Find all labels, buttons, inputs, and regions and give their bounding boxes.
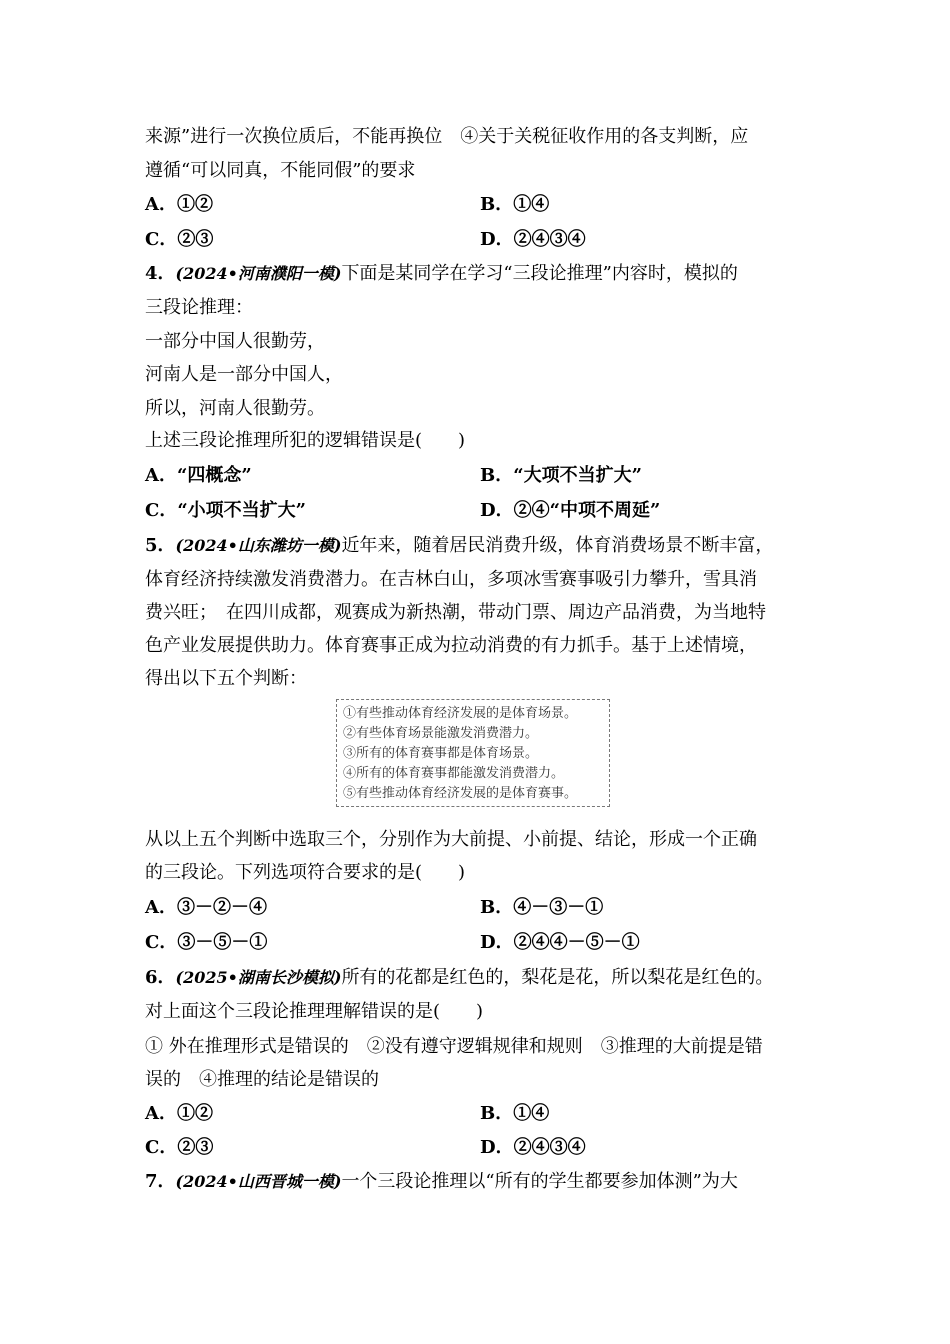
q3-option-c[interactable]: C．②③ (145, 229, 214, 250)
q4-stem (145, 262, 738, 286)
q4-option-a[interactable]: A．“四概念” (145, 465, 252, 486)
q6-question: 对上面这个三段论推理理解错误的是( ) (145, 1001, 484, 1022)
q6-stem-text: 所有的花都是红色的，梨花是花，所以梨花是红色的。 (341, 967, 774, 988)
q6-option-c[interactable]: C．②③ (145, 1137, 214, 1158)
q5-number: 5． (145, 535, 176, 556)
judgment-item: ③所有的体育赛事都是体育场景。 (343, 746, 539, 761)
q4-option-c[interactable]: C．“小项不当扩大” (145, 500, 307, 521)
judgments-box (336, 699, 610, 807)
q6-option-d[interactable]: D．②④③④ (480, 1137, 586, 1158)
q7-source: (2024•山西晋城一模) (175, 1172, 342, 1191)
judgment-item: ⑤有些推动体育经济发展的是体育赛事。 (343, 786, 578, 801)
q7-stem-text: 一个三段论推理以“所有的学生都要参加体测”为大 (341, 1171, 738, 1192)
q5-text-line: 色产业发展提供助力。体育赛事正成为拉动消费的有力抓手。基于上述情境， (145, 635, 757, 656)
q4-source: (2024•河南濮阳一模) (175, 264, 342, 283)
q6-text-line: ① 外在推理形式是错误的 ②没有遵守逻辑规律和规则 ③推理的大前提是错 (145, 1036, 763, 1057)
q4-question: 上述三段论推理所犯的逻辑错误是( ) (145, 430, 466, 451)
judgment-item: ②有些体育场景能激发消费潜力。 (343, 726, 539, 741)
q4-text-line: 三段论推理： (145, 297, 253, 318)
q6-option-a[interactable]: A．①② (145, 1103, 213, 1124)
q5-text-line: 费兴旺； 在四川成都，观赛成为新热潮，带动门票、周边产品消费，为当地特 (145, 602, 766, 623)
q3-option-b[interactable]: B．①④ (480, 194, 550, 215)
q4-option-d[interactable]: D．②④“中项不周延” (480, 500, 661, 521)
q5-source: (2024•山东潍坊一模) (175, 536, 342, 555)
q5-option-a[interactable]: A．③－②－④ (145, 897, 267, 918)
q4-number: 4． (145, 263, 176, 284)
q5-option-c[interactable]: C．③－⑤－① (145, 932, 268, 953)
q3-text-line: 遵循“可以同真，不能同假”的要求 (145, 160, 416, 181)
q7-stem (145, 1170, 738, 1194)
judgment-item: ①有些推动体育经济发展的是体育场景。 (343, 706, 578, 721)
q3-option-a[interactable]: A．①② (145, 194, 213, 215)
q4-premise-major: 一部分中国人很勤劳， (145, 331, 325, 352)
q5-stem-text: 近年来，随着居民消费升级，体育消费场景不断丰富， (341, 535, 774, 556)
q6-option-b[interactable]: B．①④ (480, 1103, 550, 1124)
q4-premise-minor: 河南人是一部分中国人， (145, 364, 343, 385)
q6-number: 6． (145, 967, 176, 988)
q6-source: (2025•湖南长沙模拟) (175, 968, 342, 987)
q5-text-line: 得出以下五个判断： (145, 668, 307, 689)
q5-stem (145, 534, 773, 558)
q3-option-d[interactable]: D．②④③④ (480, 229, 586, 250)
q6-text-line: 误的 ④推理的结论是错误的 (145, 1069, 379, 1090)
q4-conclusion: 所以，河南人很勤劳。 (145, 398, 325, 419)
q6-stem (145, 966, 773, 990)
q5-option-b[interactable]: B．④－③－① (480, 897, 604, 918)
q5-text-line: 体育经济持续激发消费潜力。在吉林白山，多项冰雪赛事吸引力攀升，雪具消 (145, 569, 757, 590)
q3-text-line: 来源”进行一次换位质后，不能再换位 ④关于关税征收作用的各支判断，应 (145, 126, 749, 147)
q7-number: 7． (145, 1171, 176, 1192)
q4-option-b[interactable]: B．“大项不当扩大” (480, 465, 642, 486)
q5-question: 的三段论。下列选项符合要求的是( ) (145, 862, 466, 883)
judgment-item: ④所有的体育赛事都能激发消费潜力。 (343, 766, 565, 781)
q5-option-d[interactable]: D．②④④－⑤－① (480, 932, 640, 953)
q4-stem-text: 下面是某同学在学习“三段论推理”内容时，模拟的 (341, 263, 738, 284)
q5-text-line: 从以上五个判断中选取三个，分别作为大前提、小前提、结论，形成一个正确 (145, 829, 757, 850)
